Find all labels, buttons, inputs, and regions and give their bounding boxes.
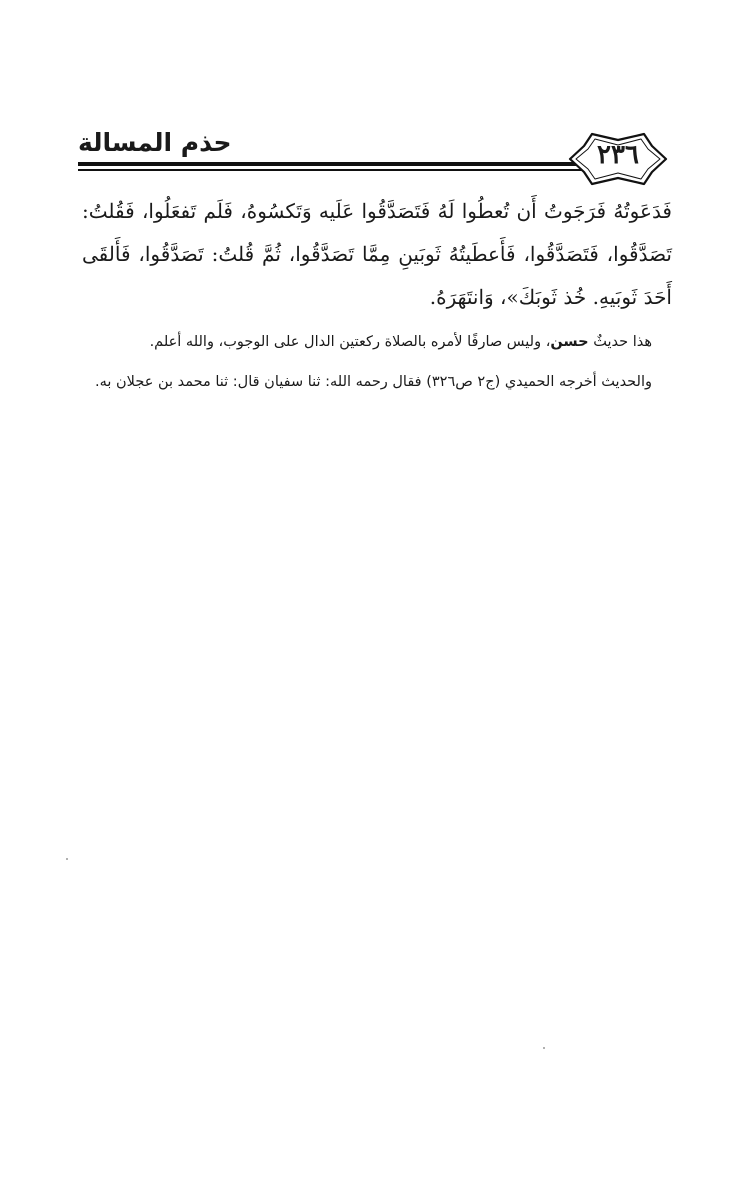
page-header <box>78 118 676 190</box>
page-number-badge <box>560 126 676 190</box>
scan-speck <box>543 1047 545 1049</box>
grading-paragraph <box>82 325 672 359</box>
source-paragraph: والحديث أخرجه الحميدي (ج٢ ص٣٢٦) فقال رحمه الله: ثنا سفيان قال: ثنا محمد بن عجلان به. <box>95 374 652 390</box>
grading-text-before: هذا حديثٌ <box>593 334 652 350</box>
scan-speck <box>66 858 68 860</box>
header-rule-thick <box>78 162 628 166</box>
header-rule-thin <box>78 169 628 171</box>
page-number: ٢٣٦ <box>597 140 639 170</box>
grading-text-after: ، وليس صارفًا لأمره بالصلاة ركعتين الدال على الوجوب، والله أعلم. <box>149 334 551 350</box>
body-text <box>82 190 672 399</box>
hadith-quote: فَدَعَوتُهُ فَرَجَوتُ أَن تُعطُوا لَهُ فَتَصَدَّقُوا عَلَيه وَتَكسُوهُ، فَلَم تَفعَلُوا، فَقُلتُ: تَصَدَّقُوا، فَتَصَدَّقُوا، فَأَعطَيتُهُ ثَوبَينِ مِمَّا تَصَدَّقُوا، ثُمَّ قُلتُ: تَصَدَّقُوا، فَأَلقَى أَحَدَ ثَوبَيهِ. خُذ ثَوبَكَ»، وَانتَهَرَهُ. <box>82 199 672 309</box>
grading-term: حسن <box>550 334 589 350</box>
running-title: حذم المسالة <box>78 128 232 157</box>
